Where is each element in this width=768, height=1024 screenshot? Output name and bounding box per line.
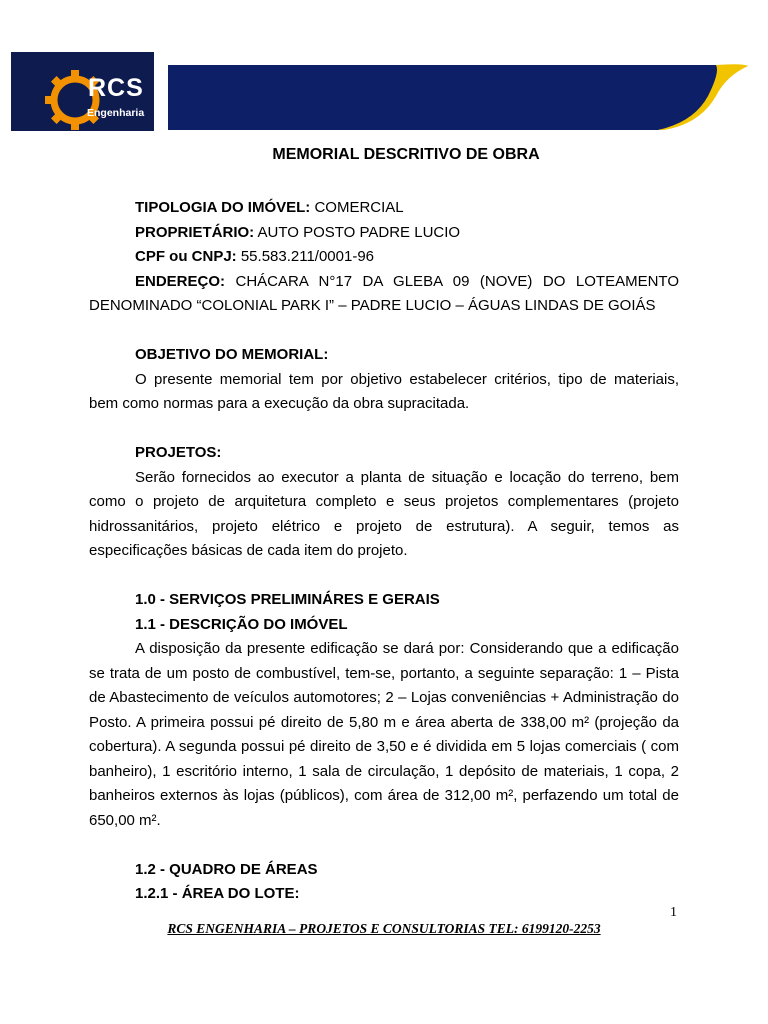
page-number: 1 xyxy=(670,905,677,920)
proprietario-line xyxy=(89,221,679,246)
endereco-line xyxy=(89,270,679,319)
objetivo-heading: OBJETIVO DO MEMORIAL: xyxy=(135,346,329,363)
swoosh-banner-icon xyxy=(168,62,748,132)
section-1-heading: 1.0 - SERVIÇOS PRELIMINÁRES E GERAIS xyxy=(135,591,440,608)
document-body xyxy=(89,196,679,907)
company-logo xyxy=(11,52,154,131)
proprietario-value: AUTO POSTO PADRE LUCIO xyxy=(254,223,461,241)
logo-text: RCS xyxy=(88,74,144,102)
endereco-value: CHÁCARA N°17 DA GLEBA 09 (NOVE) DO LOTEAMENTO DENOMINADO “COLONIAL PARK I” – PADRE LUCIO – ÁGUAS LINDAS DE GOIÁS xyxy=(89,272,679,314)
footer-text: RCS ENGENHARIA – PROJETOS E CONSULTORIAS TEL: 6199120-2253 xyxy=(167,921,601,936)
objetivo-text: O presente memorial tem por objetivo estabelecer critérios, tipo de materiais, bem como normas para a execução da obra supracitada. xyxy=(89,370,679,412)
section-1-2-1-heading: 1.2.1 - ÁREA DO LOTE: xyxy=(135,885,300,902)
document-title: MEMORIAL DESCRITIVO DE OBRA xyxy=(272,146,540,163)
cpf-label: CPF ou CNPJ: xyxy=(135,248,237,265)
section-1-2-heading: 1.2 - QUADRO DE ÁREAS xyxy=(135,860,318,878)
tipologia-line xyxy=(89,196,679,221)
projetos-heading: PROJETOS: xyxy=(135,444,222,461)
tipologia-value: COMERCIAL xyxy=(310,199,404,216)
projetos-text: Serão fornecidos ao executor a planta de situação e locação do terreno, bem como o projeto de arquitetura completo e seus projetos complementares (projeto hidrossanitários, projeto elétrico e projeto de estrutura). A seguir, temos as especificações básicas de cada item do projeto. xyxy=(89,468,679,559)
endereco-label: ENDEREÇO: xyxy=(135,272,226,290)
section-1-1-heading: 1.1 - DESCRIÇÃO DO IMÓVEL xyxy=(135,615,348,633)
cpf-line xyxy=(89,245,679,270)
cpf-value: 55.583.211/0001-96 xyxy=(236,248,375,265)
tipologia-label: TIPOLOGIA DO IMÓVEL: xyxy=(135,199,311,216)
proprietario-label: PROPRIETÁRIO: xyxy=(135,223,255,241)
section-1-1-text: A disposição da presente edificação se dará por: Considerando que a edificação se trata de um posto de combustível, tem-se, portanto, a seguinte separação: 1 – Pista de Abastecimento de veículos automotores; 2 – Lojas conveniências + Administração do Posto. A primeira possui pé direito de 5,80 m e área aberta de 338,00 m² (projeção da cobertura). A segunda possui pé direito de 3,50 e é dividida em 5 lojas comerciais ( com banheiro), 1 escritório interno, 1 sala de circulação, 1 depósito de materiais, 1 copa, 2 banheiros externos às lojas (públicos), com área de 312,00 m², perfazendo um total de 650,00 m². xyxy=(89,640,679,829)
logo-subtitle: Engenharia xyxy=(87,107,145,119)
